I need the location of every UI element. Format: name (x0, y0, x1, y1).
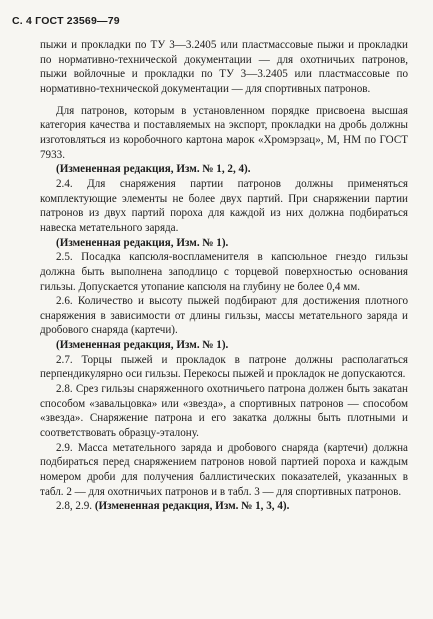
paragraph-2-5: 2.5. Посадка капсюля-воспламенителя в капсюльное гнездо гильзы должна быть выполнена заподлицо с торцевой поверхностью основания гильзы. Допускается утопание капсюля на глубину не более 0,4 мм. (40, 251, 408, 293)
page-header: С. 4 ГОСТ 23569—79 (12, 15, 120, 27)
document-body (40, 38, 408, 514)
amendment-note-1: (Измененная редакция, Изм. № 1). (56, 236, 229, 249)
amendment-note-1-2-4: (Измененная редакция, Изм. № 1, 2, 4). (56, 163, 251, 176)
paragraph-wads-continued: пыжи и прокладки по ТУ 3—3.2405 или пластмассовые пыжи и прокладки по нормативно-технической документации — для охотничьих патронов, пыжи войлочные и прокладки по ТУ 3—3.2405 или пластмассовые по нормативно-технической документации — для спортивных патронов. (40, 39, 408, 95)
amendment-note-2-8-2-9: 2.8, 2.9. (Измененная редакция, Изм. № 1, 3, 4). (56, 500, 290, 513)
paragraph-2-9: 2.9. Масса метательного заряда и дробового снаряда (картечи) должна подбираться перед снаряжением патронов новой партией пороха и каждым номером дроби для получения баллистических показателей, указанных в табл. 2 — для охотничьих патронов и в табл. 3 — для спортивных патронов. (40, 441, 408, 498)
paragraph-2-7: 2.7. Торцы пыжей и прокладок в патроне должны располагаться перпендикулярно оси гильзы. Перекосы пыжей и прокладок не допускаются. (40, 353, 408, 381)
amendment-note-1-b: (Измененная редакция, Изм. № 1). (56, 339, 229, 352)
amendment-note-bold-part: (Измененная редакция, Изм. № 1, 3, 4). (94, 500, 290, 513)
paragraph-2-4: 2.4. Для снаряжения партии патронов должны применяться комплектующие элементы не более двух партий. При снаряжении партии патронов из двух партий пороха для каждой из них должна подбираться навеска метательного заряда. (40, 177, 408, 234)
paragraph-2-6: 2.6. Количество и высоту пыжей подбирают для достижения плотного снаряжения в зависимости от длины гильзы, массы метательного заряда и дробового снаряда (картечи). (40, 295, 408, 337)
paragraph-2-8: 2.8. Срез гильзы снаряженного охотничьего патрона должен быть закатан способом «завальцовка» или «звезда», а спортивных патронов — способом «звезда». Снаряжение патрона и его закатка должны быть плотными и соответствовать образцу-эталону. (40, 383, 408, 440)
paragraph-export-gaskets: Для патронов, которым в установленном порядке присвоена высшая категория качества и поставляемых на экспорт, прокладки на дробь должны изготовляться из коробочного картона марок «Хромэрзац», М, НМ по ГОСТ 7933. (40, 104, 408, 161)
